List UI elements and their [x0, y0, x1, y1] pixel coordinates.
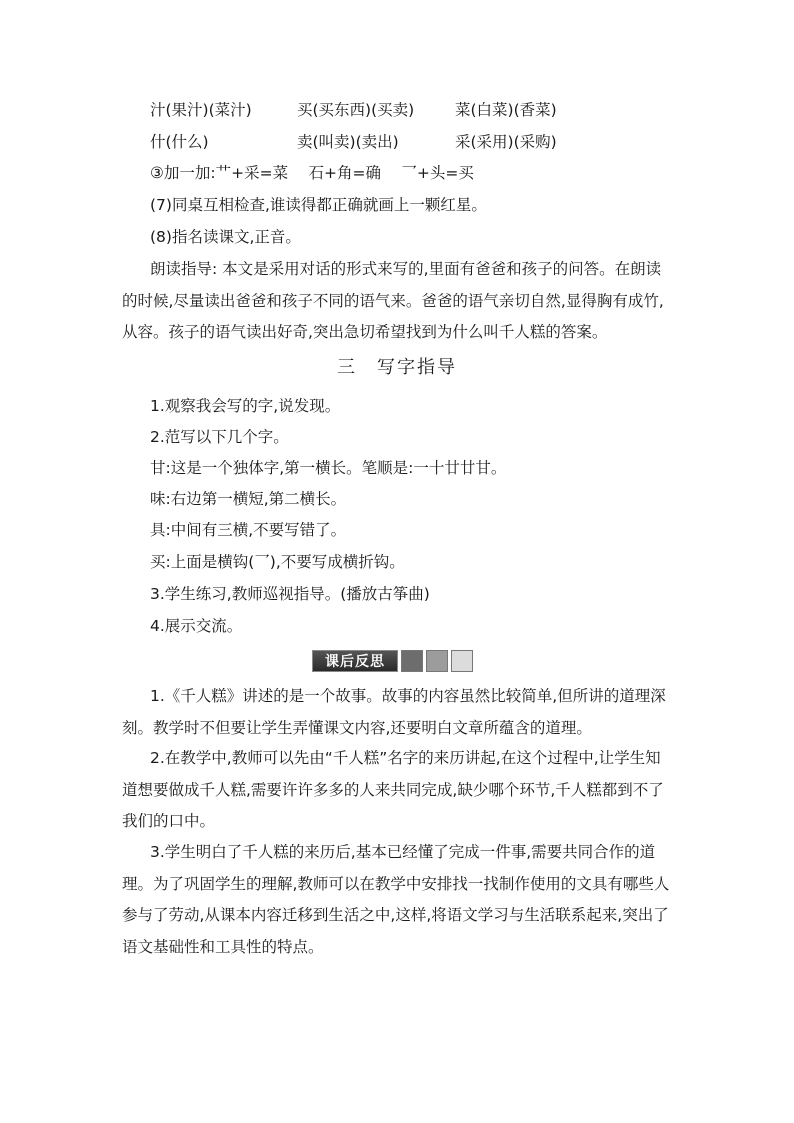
writing-step: 2.范写以下几个字。 — [150, 428, 289, 446]
step-7: (7)同桌互相检查,谁读得都正确就画上一颗红星。 — [150, 196, 487, 214]
writing-step: 甘:这是一个独体字,第一横长。笔顺是:一十廿廿甘。 — [150, 459, 507, 477]
reflection-text: 1.《千人糕》讲述的是一个故事。故事的内容虽然比较简单,但所讲的道理深刻。教学时不但要让学生弄懂课文内容,还要明白文章所蕴含的道理。 — [122, 687, 666, 737]
banner-decoration-block — [451, 650, 473, 672]
writing-step: 味:右边第一横短,第二横长。 — [150, 490, 347, 508]
vocab-cell: 什(什么) — [150, 133, 209, 151]
reflection-paragraph — [122, 743, 674, 838]
writing-step: 3.学生练习,教师巡视指导。(播放古筝曲) — [150, 585, 430, 603]
writing-step: 具:中间有三横,不要写错了。 — [150, 521, 347, 539]
reflection-paragraph — [122, 681, 674, 744]
section-title: 三 写字指导 — [337, 357, 457, 378]
vocab-cell: 卖(叫卖)(卖出) — [297, 133, 399, 151]
add-character-line: ③加一加:艹+采=菜 石+角=确 乛+头=买 — [150, 164, 474, 182]
vocab-cell: 采(采用)(采购) — [455, 133, 557, 151]
step-8: (8)指名读课文,正音。 — [150, 228, 301, 246]
reading-guide-paragraph — [122, 254, 674, 349]
reflection-text: 2.在教学中,教师可以先由“千人糕”名字的来历讲起,在这个过程中,让学生知道想要做成千人糕,需要许许多多的人来共同完成,缺少哪个环节,千人糕都到不了我们的口中。 — [122, 749, 664, 830]
writing-step: 4.展示交流。 — [150, 617, 243, 635]
vocab-cell: 汁(果汁)(菜汁) — [150, 101, 252, 119]
reflection-banner-label: 课后反思 — [312, 650, 398, 672]
banner-decoration-block — [401, 650, 423, 672]
reflection-paragraph — [122, 837, 674, 963]
vocab-cell: 菜(白菜)(香菜) — [455, 101, 557, 119]
reading-guide-text: 朗读指导: 本文是采用对话的形式来写的,里面有爸爸和孩子的问答。在朗读的时候,尽量读出爸爸和孩子不同的语气来。爸爸的语气亲切自然,显得胸有成竹,从容。孩子的语气读出好奇,突出急切希望找到为什么叫千人糕的答案。 — [122, 260, 664, 341]
reflection-text: 3.学生明白了千人糕的来历后,基本已经懂了完成一件事,需要共同合作的道理。为了巩固学生的理解,教师可以在教学中安排找一找制作使用的文具有哪些人参与了劳动,从课本内容迁移到生活之中,这样,将语文学习与生活联系起来,突出了语文基础性和工具性的特点。 — [122, 843, 670, 956]
banner-decoration-block — [426, 650, 448, 672]
writing-step: 1.观察我会写的字,说发现。 — [150, 397, 341, 415]
vocab-cell: 买(买东西)(买卖) — [297, 101, 415, 119]
reflection-banner — [312, 650, 473, 672]
writing-step: 买:上面是横钩(乛),不要写成横折钩。 — [150, 553, 405, 571]
